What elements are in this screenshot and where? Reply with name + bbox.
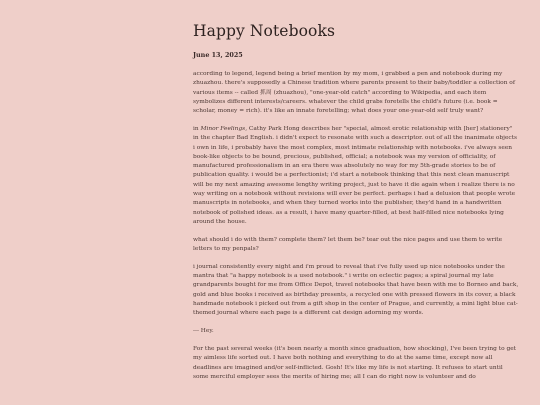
book-title: Minor Feelings [200,125,246,132]
paragraph-rest: , Cathy Park Hong describes her "special, almost erotic relationship with [her] stationery" in the chapter Bad English. i didn't expect to resonate with such a descriptor. out of all the inanimate objects i own in life, i probably have the most complex, most intimate relationship with notebooks. i've always seen book-like objects to be bound, precious, published, official; a notebook was my version of officiality, of manufactured professionalism in an era there was absolutely no way for my 5th-grade stories to be of publication quality. i would be a perfectionist; i'd start a notebook thinking that this next clean manuscript will be my next amazing awesome lengthy writing project, just to have it die again when i realize there is no way writing on a notebook without revisions will ever be perfect. perhaps i had a delusion that people wrote manuscripts in notebooks, and when they turned works into the publisher, they'd hand in a handwritten notebook of polished ideas. as a result, i have many quarter-filled, at best half-filled nice notebooks lying around the house. [193,125,518,225]
paragraph-zhuazhou: according to legend, legend being a brief mention by my mom, i grabbed a pen and notebook during my zhuazhou. there's supposedly a Chinese tradition where parents present to their baby/toddler a collection of various items -- called 抓周 (zhuazhou), "one-year-old catch" according to Wikipedia, and each item symbolizes different interests/careers. whatever the child grabs foretells the child's future (i.e. book = scholar, money = rich). it's like an innate foretelling; what does your one-year-old self truly want? [193,71,515,115]
paragraph-journaling: i journal consistently every night and i'm proud to reveal that i've fully used up nice notebooks under the mantra that "a happy notebook is a used notebook." i write on eclectic pages; a spiral journal my late grandparents bought for me from Office Depot, travel notebooks that have been with me to Borneo and back, gold and blue books i received as birthday presents, a recycled one with pressed flowers in its cover, a black handmade notebook i picked out from a gift shop in the center of Prague, and currently, a mini light blue cat-themed journal where each page is a different cat design adorning my words. [193,263,519,317]
paragraph-questions: what should i do with them? complete them? let them be? tear out the nice pages and use them to write letters to my penpals? [193,236,503,253]
paragraph-hey: --- Hey. [193,328,214,335]
post-title: Happy Notebooks [193,22,336,40]
blog-post [193,22,519,391]
paragraph-graduation: For the past several weeks (it's been nearly a month since graduation, how shocking), I've been trying to get my aimless life sorted out. I have both nothing and everything to do at the same time, except now all deadlines are imagined and/or self-inflicted. Gosh! It's like my life is not starting. It refuses to start until some merciful employer sees the merits of hiring me; all I can do right now is volunteer and do [193,345,517,380]
paragraph-minor-feelings [193,125,519,227]
post-date: June 13, 2025 [193,51,243,59]
paragraph-lead: in [193,125,201,132]
